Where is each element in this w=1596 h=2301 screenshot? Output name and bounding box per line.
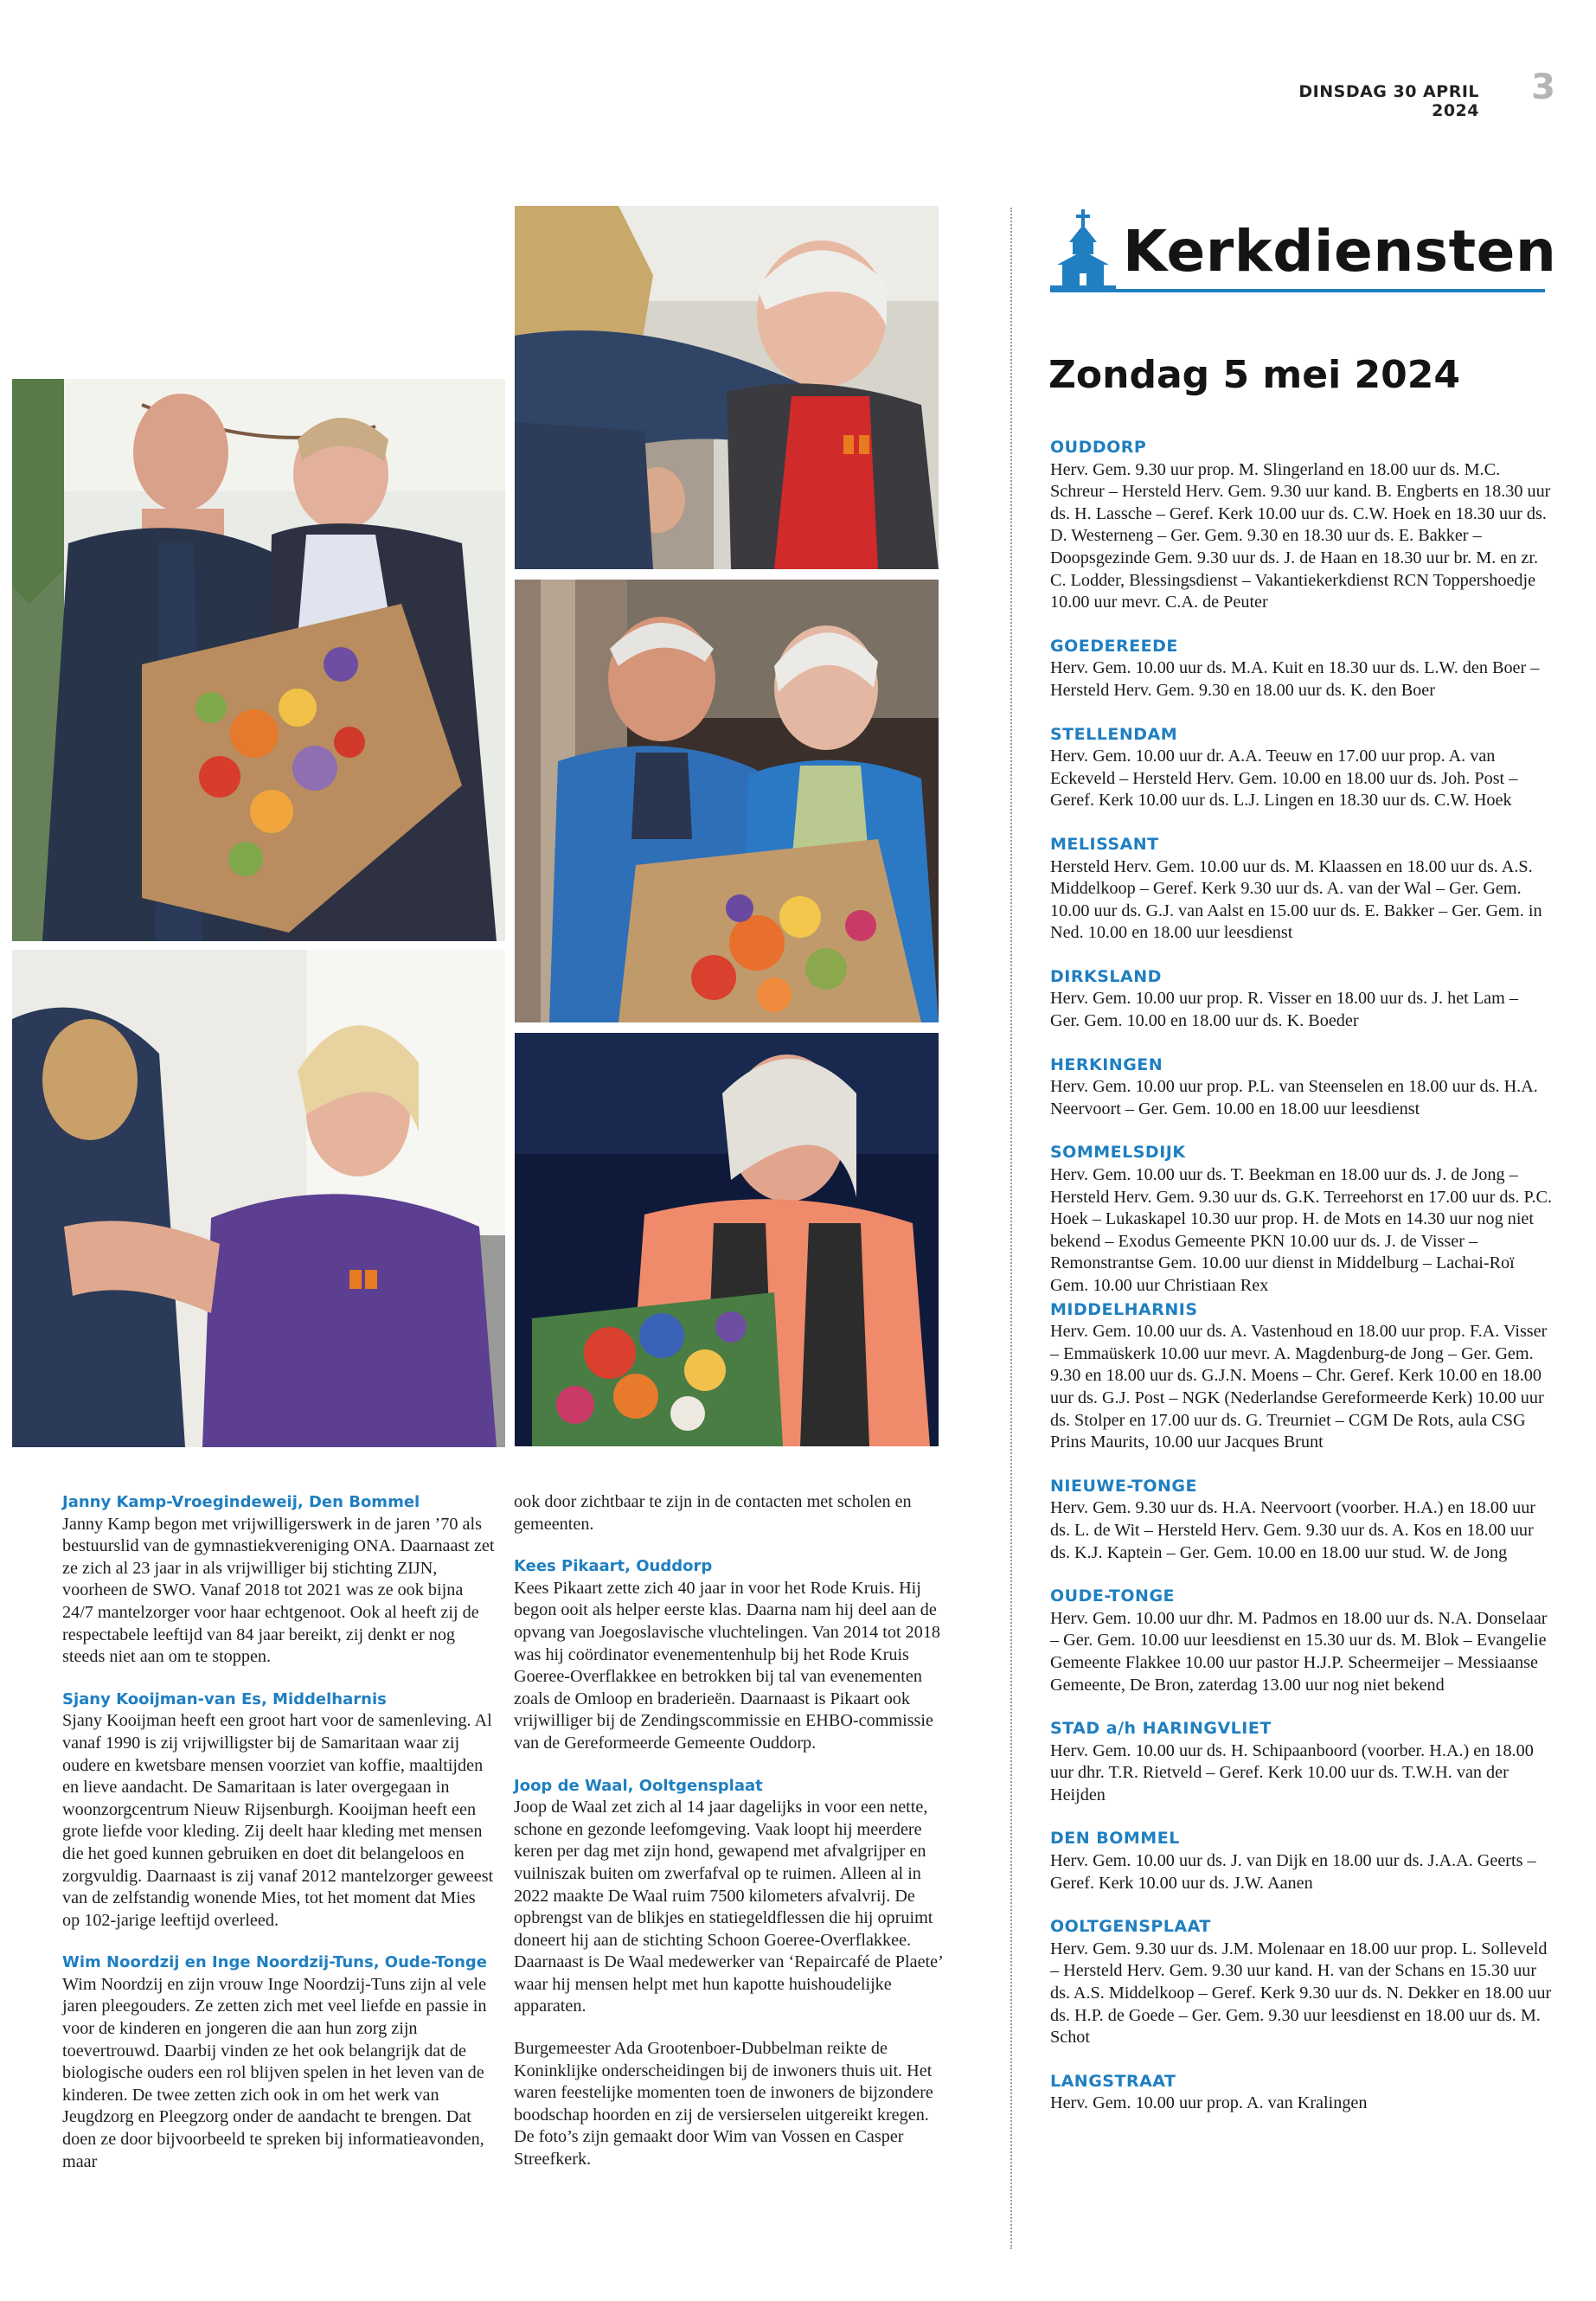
kd-place — [1050, 1916, 1552, 2049]
kd-place-name: GOEDEREEDE — [1050, 636, 1178, 656]
kd-place-services: Herv. Gem. 10.00 uur ds. T. Beekman en 18.00 uur ds. J. de Jong – Hersteld Herv. Gem. 9.30 uur ds. G.K. Terreehorst en 17.00 uur ds. P.C. Hoek – Lukaskapel 10.30 uur prop. H. de Mots en 14.30 uur nog niet bekend – Exodus Gemeente PKN 10.00 uur ds. J. de Visser – Remonstrantse Gem. 10.00 uur dienst in Middelburg – Lachai-Roï Gem. 10.00 uur Christiaan Rex — [1050, 1165, 1553, 1295]
kd-place — [1050, 966, 1552, 1033]
page-number: 3 — [1531, 67, 1555, 107]
kd-place-name: DEN BOMMEL — [1050, 1829, 1180, 1849]
photo-pikaart — [515, 580, 939, 1022]
kd-place-name: OUDDORP — [1050, 438, 1147, 457]
caption-burgemeester — [514, 2038, 943, 2171]
kerkdiensten-title: Kerkdiensten — [1123, 218, 1557, 285]
caption-text: Sjany Kooijman heeft een groot hart voor de samenleving. Al vanaf 1990 is zij vrijwilligster bij de Samaritaan waar zij oudere en kwetsbare mensen voorziet van koffie, maaltijden en lieve aandacht. De Samaritaan is later overgegaan in woonzorgcentrum Nieuw Rijsenburgh. Kooijman heeft een grote liefde voor kleding. Zij deelt haar kleding met mensen die het goed kunnen gebruiken en doet dit belangeloos en zorgvuldig. Daarnaast is zij vanaf 2012 mantelzorger geweest van de zelfstandig wonende Mies, tot het moment dat Mies op 102-jarige leeftijd overleed. — [62, 1711, 494, 1930]
photo-pinning — [515, 206, 939, 569]
captions-column-2 — [514, 1491, 943, 2191]
caption-noordzij — [62, 1952, 495, 2173]
caption-kooijman — [62, 1689, 495, 1932]
kd-place — [1050, 1476, 1552, 1564]
caption-de-waal — [514, 1775, 943, 2019]
kd-place-name: MIDDELHARNIS — [1050, 1299, 1198, 1319]
kerkdiensten-list — [1050, 437, 1552, 2137]
kd-place-services: Herv. Gem. 9.30 uur ds. J.M. Molenaar en 18.00 uur prop. L. Solleveld – Hersteld Herv. Gem. 9.30 uur kand. H. van der Schans en 15.30 uur ds. A.S. Middelkoop – Geref. Kerk 9.30 uur ds. N. Dekker en 18.00 uur ds. H.P. de Goede – Ger. Gem. 9.30 uur leesdienst en 18.00 uur ds. M. Schot — [1050, 1939, 1552, 2048]
kerkdiensten-date: Zondag 5 mei 2024 — [1048, 353, 1460, 397]
caption-text: ook door zichtbaar te zijn in de contacten met scholen en gemeenten. — [514, 1492, 912, 1534]
kd-place-services: Herv. Gem. 9.30 uur prop. M. Slingerland en 18.00 uur ds. M.C. Schreur – Hersteld Herv. Gem. 9.30 uur kand. B. Engberts en 18.30 uur ds. H. Lassche – Geref. Kerk 10.00 uur ds. C.W. Hoek en 18.30 uur ds. D. Westerneng – Ger. Gem. 9.30 en 18.30 uur ds. E. Bakker – Doopsgezinde Gem. 9.30 uur ds. J. de Haan en 18.30 uur br. M. en zr. C. Lodder, Blessingsdienst – Vakantiekerkdienst RCN Toppershoedje 10.00 uur mevr. C.A. de Peuter — [1050, 459, 1551, 612]
kd-place-services: Herv. Gem. 10.00 uur ds. J. van Dijk en 18.00 uur ds. J.A.A. Geerts – Geref. Kerk 10.00 uur ds. J.W. Aanen — [1050, 1851, 1536, 1893]
kd-place — [1050, 1718, 1552, 1806]
caption-heading: Janny Kamp-Vroegindeweij, Den Bommel — [62, 1493, 420, 1511]
caption-heading: Joop de Waal, Ooltgensplaat — [514, 1776, 763, 1795]
photo-woman-red-blouse — [515, 1033, 939, 1446]
caption-text: Wim Noordzij en zijn vrouw Inge Noordzij-Tuns zijn al vele jaren pleegouders. Ze zetten zich met veel liefde en passie in voor de kinderen en jongeren die aan hun zorg zijn toevertrouwd. Daarbij vinden ze het ook belangrijk dat de biologische ouders een rol blijven spelen in het leven van de kinderen. De twee zetten zich ook in om het werk van Jeugdzorg en Pleegzorg onder de aandacht te brengen. Dat doen ze door bijvoorbeeld te spreken bij informatieavonden, maar — [62, 1974, 487, 2171]
kd-place-name: OOLTGENSPLAAT — [1050, 1917, 1211, 1937]
caption-heading: Sjany Kooijman-van Es, Middelharnis — [62, 1689, 387, 1708]
captions-column-1 — [62, 1491, 495, 2193]
column-divider — [1010, 208, 1012, 2249]
kd-place — [1050, 724, 1552, 812]
kd-place-name: OUDE-TONGE — [1050, 1586, 1176, 1606]
kerkdiensten-header — [1050, 208, 1557, 292]
caption-text: Burgemeester Ada Grootenboer-Dubbelman reikte de Koninklijke onderscheidingen bij de inwoners thuis uit. Het waren feestelijke momenten toen de inwoners de bijzondere boodschap hoorden en zij de versierselen uitgereikt kregen. De foto’s zijn gemaakt door Wim van Vossen en Casper Streefkerk. — [514, 2039, 933, 2170]
kd-place — [1050, 834, 1552, 945]
kd-place — [1050, 1142, 1552, 1297]
caption-heading: Kees Pikaart, Ouddorp — [514, 1557, 713, 1576]
caption-kamp — [62, 1491, 495, 1669]
kerkdiensten-rule — [1050, 289, 1545, 292]
kd-place — [1050, 1828, 1552, 1894]
kd-place — [1050, 1299, 1552, 1454]
kd-place-name: STAD a/h HARINGVLIET — [1050, 1719, 1272, 1739]
header-date: DINSDAG 30 APRIL 2024 — [1298, 82, 1479, 120]
caption-text: Janny Kamp begon met vrijwilligerswerk in de jaren ’70 als bestuurslid van de gymnastiekvereniging ONA. Daarnaast zet ze zich al 23 jaar in als vrijwilliger bij stichting ZIJN, voorheen de SWO. Vanaf 2018 tot 2021 was ze ook bijna 24/7 mantelzorger voor haar echtgenoot. Ook al heeft zij de respectabele leeftijd van 84 jaar bereikt, zij denkt er nog steeds niet aan om te stoppen. — [62, 1514, 495, 1667]
kd-place-services: Herv. Gem. 10.00 uur ds. A. Vastenhoud en 18.00 uur prop. F.A. Visser – Emmaüskerk 10.00 uur mevr. A. Magdenburg-de Jong – Ger. Gem. 9.30 en 18.00 uur ds. G.J.N. Moens – Chr. Geref. Kerk 10.00 en 18.00 uur ds. G.J. Post – NGK (Nederlandse Gereformeerde Kerk) 10.00 uur ds. Stolper en 17.00 uur ds. G. Treurniet – CGM De Rots, aula CSG Prins Maurits, 10.00 uur Jacques Brunt — [1050, 1322, 1548, 1452]
photo-kooijman — [12, 950, 505, 1447]
kd-place-services: Herv. Gem. 10.00 uur prop. R. Visser en 18.00 uur ds. J. het Lam – Ger. Gem. 10.00 en 18.00 uur ds. K. Boeder — [1050, 989, 1518, 1031]
kd-place-name: SOMMELSDIJK — [1050, 1143, 1186, 1163]
kd-place-services: Herv. Gem. 10.00 uur dhr. M. Padmos en 18.00 uur ds. N.A. Donselaar – Ger. Gem. 10.00 uur leesdienst en 15.30 uur ds. M. Blok – Evangelie Gemeente Flakkee 10.00 uur pastor H.J.P. Scheermeijer – Messiaanse Gemeente, De Bron, zaterdag 13.00 uur nog niet bekend — [1050, 1608, 1548, 1695]
kd-place-services: Herv. Gem. 10.00 uur prop. A. van Kralingen — [1050, 2093, 1368, 2113]
caption-noordzij-continued — [514, 1491, 943, 1535]
kd-place — [1050, 1054, 1552, 1121]
kd-place-name: MELISSANT — [1050, 834, 1159, 854]
kd-place-services: Herv. Gem. 10.00 uur dr. A.A. Teeuw en 17.00 uur prop. A. van Eckeveld – Hersteld Herv. Gem. 10.00 en 18.00 uur ds. Joh. Post – Geref. Kerk 10.00 uur ds. L.J. Lingen en 18.30 uur ds. C.W. Hoek — [1050, 747, 1518, 811]
kd-place-services: Herv. Gem. 10.00 uur ds. H. Schipaanboord (voorber. H.A.) en 18.00 uur dhr. T.R. Rietveld – Geref. Kerk 10.00 uur ds. T.W.H. van der Heijden — [1050, 1740, 1534, 1804]
kd-place-services: Herv. Gem. 10.00 uur ds. M.A. Kuit en 18.30 uur ds. L.W. den Boer – Hersteld Herv. Gem. 9.30 en 18.00 uur ds. K. den Boer — [1050, 658, 1540, 700]
caption-pikaart — [514, 1555, 943, 1754]
kd-place — [1050, 2071, 1552, 2115]
kd-place — [1050, 636, 1552, 702]
kd-place-services: Herv. Gem. 9.30 uur ds. H.A. Neervoort (voorber. H.A.) en 18.00 uur ds. L. de Wit – Hersteld Herv. Gem. 9.30 uur ds. A. Kos en 18.00 uur ds. K.J. Kaptein – Ger. Gem. 10.00 en 18.00 uur stud. W. de Jong — [1050, 1498, 1536, 1562]
kd-place-name: HERKINGEN — [1050, 1054, 1163, 1074]
kd-place — [1050, 437, 1552, 614]
caption-text: Kees Pikaart zette zich 40 jaar in voor het Rode Kruis. Hij begon ooit als helper eerste klas. Daarna nam hij deel aan de opvang van Joegoslavische vluchtelingen. Van 2014 tot 2018 was hij coördinator evenementenhulp bij het Rode Kruis Goeree-Overflakkee en betrokken bij tal van evenementen zoals de Omloop en braderieën. Daarnaast is Pikaart ook vrijwilliger bij de Zendingscommissie en EHBO-commissie van de Gereformeerde Gemeente Ouddorp. — [514, 1578, 941, 1753]
caption-text: Joop de Waal zet zich al 14 jaar dagelijks in voor een nette, schone en gezonde leefomgeving. Vaak loopt hij meerdere keren per dag met zijn hond, gewapend met afvalgrijper en vuilniszak buiten om zwerfafval op te ruimen. Alleen al in 2022 maakte De Waal ruim 7500 kilometers afvalvrij. De opbrengst van de blikjes en statiegeldflessen die hij opruimt doneert hij aan de stichting Schoon Goeree-Overflakkee. Daarnaast is De Waal medewerker van ‘Repaircafé de Plaete’ waar hij mensen helpt met hun kapotte huishoudelijke apparaten. — [514, 1798, 943, 2016]
kd-place-name: LANGSTRAAT — [1050, 2071, 1176, 2091]
kd-place-services: Herv. Gem. 10.00 uur prop. P.L. van Steenselen en 18.00 uur ds. H.A. Neervoort – Ger. Gem. 10.00 en 18.00 uur leesdienst — [1050, 1077, 1538, 1118]
kd-place-name: DIRKSLAND — [1050, 966, 1162, 986]
church-icon — [1050, 208, 1116, 291]
photo-kamp — [12, 379, 505, 941]
kd-place-name: NIEUWE-TONGE — [1050, 1476, 1197, 1496]
kd-place — [1050, 1586, 1552, 1696]
kd-place-services: Hersteld Herv. Gem. 10.00 uur ds. M. Klaassen en 18.00 uur ds. A.S. Middelkoop – Geref. Kerk 9.30 uur ds. A. van der Wal – Ger. Gem. 10.00 uur ds. G.J. van Aalst en 15.00 uur ds. E. Bakker – Ger. Gem. in Ned. 10.00 en 18.00 uur leesdienst — [1050, 856, 1542, 943]
kd-place-name: STELLENDAM — [1050, 724, 1178, 744]
caption-heading: Wim Noordzij en Inge Noordzij-Tuns, Oude-Tonge — [62, 1953, 487, 1972]
